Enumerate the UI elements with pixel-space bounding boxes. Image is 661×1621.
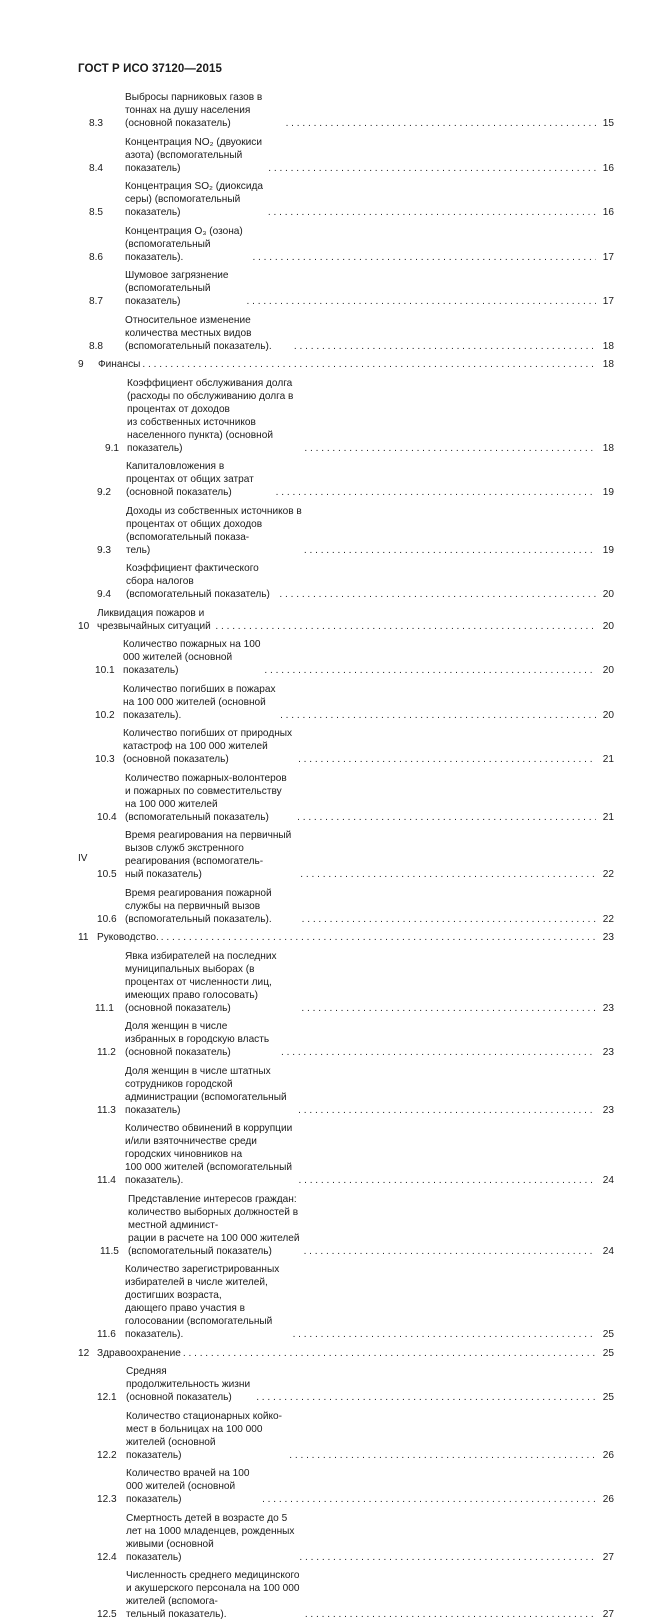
toc-entry-title: Концентрация SO₂ (диоксида серы) (вспомогательный показатель) bbox=[125, 181, 263, 218]
toc-entry-title: Ликвидация пожаров и чрезвычайных ситуаций bbox=[97, 607, 211, 632]
toc-entry[interactable] bbox=[78, 1512, 614, 1564]
toc-entry-title: Концентрация NO₂ (двуокиси азота) (вспомогательный показатель) bbox=[125, 136, 262, 174]
toc-entry-title: (вспомогательный показатель) bbox=[125, 811, 269, 823]
toc-entry-page: 23 bbox=[602, 1002, 614, 1014]
toc-entry[interactable] bbox=[78, 1365, 614, 1404]
toc-entry-title: Численность среднего медицинского и акушерского персонала на 100 000 жителей (вспомога- bbox=[126, 1570, 300, 1607]
toc-entry-page: 18 bbox=[602, 340, 614, 352]
toc-entry[interactable] bbox=[78, 358, 614, 371]
toc-entry-title: Смертность детей в возрасте до 5 лет на 1000 младенцев, рожденных живыми (основной bbox=[126, 1512, 295, 1550]
toc-entry-number: 10.3 bbox=[95, 754, 115, 765]
toc-entry[interactable] bbox=[78, 1065, 614, 1117]
toc-entry-page: 23 bbox=[602, 932, 614, 943]
toc-entry-page: 25 bbox=[602, 1347, 614, 1359]
toc-entry-title: Количество обвинений в коррупции и/или взяточничестве среди городских чиновников на bbox=[125, 1123, 293, 1160]
toc-entry-page: 24 bbox=[602, 1175, 614, 1186]
toc-entry-number: 12.5 bbox=[97, 1609, 117, 1620]
toc-entry-number: 8.3 bbox=[89, 118, 104, 129]
toc-entry[interactable] bbox=[78, 91, 614, 130]
toc-entry-number: 11.4 bbox=[97, 1175, 116, 1186]
toc-entry-title: Количество стационарных койко-мест в больницах на 100 000 жителей (основной bbox=[126, 1410, 282, 1448]
dot-leader bbox=[279, 588, 596, 601]
toc-entry-title: Шумовое загрязнение (вспомогательный показатель) bbox=[125, 270, 229, 307]
toc-entry-title: показатель) bbox=[125, 1104, 181, 1116]
page-number: IV bbox=[78, 853, 88, 864]
dot-leader bbox=[294, 340, 596, 353]
dot-leader bbox=[268, 162, 596, 175]
toc-entry-number: 11.1 bbox=[95, 1002, 114, 1014]
toc-entry[interactable] bbox=[78, 887, 614, 926]
dot-leader bbox=[247, 295, 597, 308]
toc-entry-title: из собственных источников населенного пункта) (основной показатель) bbox=[127, 416, 273, 454]
toc-entry-title: дающего право участия в голосовании (вспомогательный показатель). bbox=[125, 1303, 273, 1340]
dot-leader bbox=[142, 358, 596, 371]
toc-entry-title: Коэффициент обслуживания долга (расходы по обслуживанию долга в процентах от доходов bbox=[127, 377, 294, 415]
toc-entry[interactable] bbox=[78, 1020, 614, 1059]
toc-entry-number: 10.4 bbox=[97, 811, 117, 823]
dot-leader bbox=[304, 544, 596, 557]
toc-entry-title: ный показатель) bbox=[125, 869, 202, 880]
toc-entry-title: Доля женщин в числе избранных в городскую власть (основной показатель) bbox=[125, 1021, 270, 1058]
dot-leader bbox=[298, 1174, 596, 1187]
toc-entry-page: 16 bbox=[602, 162, 614, 174]
toc-entry-title: Доля женщин в числе штатных сотрудников городской администрации (вспомогательный bbox=[125, 1065, 287, 1103]
toc-entry-number: 9.4 bbox=[97, 589, 112, 600]
dot-leader bbox=[293, 1328, 596, 1341]
dot-leader bbox=[304, 442, 596, 455]
dot-leader bbox=[289, 1449, 596, 1462]
dot-leader bbox=[302, 913, 596, 926]
dot-leader bbox=[305, 1608, 596, 1621]
dot-leader bbox=[161, 931, 596, 944]
toc-entry-number: 10.5 bbox=[97, 869, 117, 880]
toc-entry[interactable] bbox=[78, 225, 614, 264]
toc-entry-page: 20 bbox=[602, 709, 614, 721]
toc-entry-title: Время реагирования на первичный вызов служб экстренного реагирования (вспомогатель- bbox=[125, 830, 292, 867]
toc-entry-title: Количество погибших от природных катастроф на 100 000 жителей (основной показатель) bbox=[123, 728, 293, 765]
toc-entry[interactable] bbox=[78, 377, 614, 455]
toc-entry-title: Концентрация O₃ (озона) (вспомогательный показатель). bbox=[125, 225, 243, 263]
toc-entry-page: 20 bbox=[602, 589, 614, 600]
toc-entry-page: 23 bbox=[602, 1047, 614, 1058]
dot-leader bbox=[298, 1104, 596, 1117]
toc-entry[interactable] bbox=[78, 136, 614, 175]
toc-entry-page: 20 bbox=[602, 620, 614, 632]
toc-entry[interactable] bbox=[78, 1467, 614, 1506]
toc-entry-page: 26 bbox=[602, 1449, 614, 1461]
toc-entry-title: Доходы из собственных источников в процентах от общих доходов (вспомогательный показа- bbox=[126, 505, 302, 543]
toc-entry-title: тельный показатель). bbox=[126, 1609, 227, 1620]
toc-entry-page: 19 bbox=[602, 487, 614, 498]
toc-entry-page: 18 bbox=[602, 442, 614, 454]
toc-entry-title: тель) bbox=[126, 544, 151, 556]
toc-entry[interactable] bbox=[78, 1263, 614, 1341]
toc-entry-page: 26 bbox=[602, 1494, 614, 1505]
toc-entry[interactable] bbox=[78, 1410, 614, 1462]
toc-entry[interactable] bbox=[78, 1569, 614, 1621]
toc-entry-number: 12 bbox=[78, 1347, 90, 1359]
table-of-contents bbox=[78, 91, 614, 1621]
toc-entry-number: 8.7 bbox=[89, 296, 104, 307]
toc-entry-number: 10.1 bbox=[95, 665, 115, 676]
toc-entry-number: 11.6 bbox=[97, 1329, 116, 1340]
toc-entry[interactable] bbox=[78, 269, 614, 308]
toc-entry-title: Представление интересов граждан: количество выборных должностей в местной админист- bbox=[128, 1193, 299, 1231]
toc-entry-number: 8.4 bbox=[89, 162, 104, 174]
toc-entry-number: 12.3 bbox=[97, 1494, 117, 1505]
toc-entry-page: 22 bbox=[602, 869, 614, 880]
toc-entry-title: Количество пожарных-волонтеров и пожарных по совместительству на 100 000 жителей bbox=[125, 772, 287, 810]
toc-entry-page: 21 bbox=[602, 811, 614, 823]
document-header: ГОСТ Р ИСО 37120—2015 bbox=[78, 63, 223, 75]
dot-leader bbox=[299, 1551, 596, 1564]
dot-leader bbox=[276, 486, 596, 499]
toc-entry-page: 25 bbox=[602, 1329, 614, 1340]
toc-entry-page: 27 bbox=[602, 1551, 614, 1563]
dot-leader bbox=[298, 753, 596, 766]
toc-entry-page: 22 bbox=[602, 913, 614, 925]
toc-entry-page: 15 bbox=[602, 118, 614, 129]
toc-entry-title: Средняя продолжительность жизни (основной показатель) bbox=[126, 1366, 251, 1403]
toc-entry-page: 25 bbox=[602, 1392, 614, 1403]
toc-entry[interactable] bbox=[78, 638, 614, 677]
toc-entry-number: 8.5 bbox=[89, 207, 104, 218]
toc-entry[interactable] bbox=[78, 505, 614, 557]
toc-entry[interactable] bbox=[78, 562, 614, 601]
toc-entry[interactable] bbox=[78, 314, 614, 353]
toc-entry-number: 10.6 bbox=[97, 913, 117, 925]
toc-entry[interactable] bbox=[78, 1193, 614, 1258]
toc-entry-title: Время реагирования пожарной службы на первичный вызов (вспомогательный показатель). bbox=[125, 887, 272, 925]
toc-entry[interactable] bbox=[78, 772, 614, 824]
dot-leader bbox=[301, 1002, 596, 1015]
dot-leader bbox=[256, 1391, 596, 1404]
toc-entry-title: 100 000 жителей (вспомогательный показатель). bbox=[125, 1162, 292, 1186]
toc-entry-number: 10 bbox=[78, 620, 90, 632]
dot-leader bbox=[300, 868, 596, 881]
toc-entry[interactable] bbox=[78, 950, 614, 1015]
toc-entry[interactable] bbox=[78, 683, 614, 722]
toc-entry-page: 21 bbox=[602, 754, 614, 765]
toc-entry[interactable] bbox=[78, 1347, 614, 1360]
toc-entry-title: Коэффициент фактического сбора налогов (вспомогательный показатель) bbox=[126, 563, 270, 600]
toc-entry-title: Количество пожарных на 100 000 жителей (основной показатель) bbox=[123, 639, 261, 676]
toc-entry[interactable] bbox=[78, 931, 614, 944]
dot-leader bbox=[252, 251, 596, 264]
toc-entry-title: Финансы bbox=[98, 359, 141, 370]
toc-entry[interactable] bbox=[78, 180, 614, 219]
toc-entry[interactable] bbox=[78, 460, 614, 499]
toc-entry-page: 18 bbox=[602, 359, 614, 370]
toc-entry-number: 10.2 bbox=[95, 709, 115, 721]
toc-entry-number: 9.1 bbox=[105, 442, 120, 454]
dot-leader bbox=[215, 620, 596, 633]
toc-entry-number: 12.2 bbox=[97, 1449, 117, 1461]
toc-entry-page: 16 bbox=[602, 207, 614, 218]
toc-entry-title: рации в расчете на 100 000 жителей (вспомогательный показатель) bbox=[128, 1232, 300, 1257]
toc-entry-title: Здравоохранение bbox=[97, 1347, 181, 1359]
toc-entry-number: 9 bbox=[78, 359, 84, 370]
toc-entry-title: Количество врачей на 100 000 жителей (основной показатель) bbox=[126, 1468, 250, 1505]
toc-entry-title: показатель) bbox=[126, 1449, 182, 1461]
toc-entry-page: 17 bbox=[602, 251, 614, 263]
toc-entry-page: 17 bbox=[602, 296, 614, 307]
dot-leader bbox=[286, 117, 596, 130]
toc-entry-title: Относительное изменение количества местных видов (вспомогательный показатель). bbox=[125, 314, 272, 352]
toc-entry-number: 11.5 bbox=[100, 1245, 119, 1257]
dot-leader bbox=[268, 206, 596, 219]
toc-entry-title: Выбросы парниковых газов в тоннах на душу населения (основной показатель) bbox=[125, 92, 263, 129]
toc-entry-number: 12.1 bbox=[97, 1392, 117, 1403]
toc-entry-number: 9.3 bbox=[97, 544, 112, 556]
toc-entry[interactable] bbox=[78, 607, 614, 633]
dot-leader bbox=[280, 709, 596, 722]
toc-entry[interactable] bbox=[78, 1122, 614, 1187]
toc-entry-title: Капиталовложения в процентах от общих затрат (основной показатель) bbox=[126, 461, 254, 498]
toc-entry-number: 12.4 bbox=[97, 1551, 117, 1563]
toc-entry-page: 27 bbox=[602, 1609, 614, 1620]
dot-leader bbox=[183, 1347, 596, 1360]
toc-entry-page: 19 bbox=[602, 544, 614, 556]
toc-entry-title: показатель) bbox=[126, 1551, 182, 1563]
toc-entry-number: 11 bbox=[78, 932, 89, 943]
toc-entry-title: имеющих право голосовать) (основной показатель) bbox=[125, 989, 259, 1014]
toc-entry-number: 9.2 bbox=[97, 487, 112, 498]
dot-leader bbox=[304, 1245, 596, 1258]
toc-entry-page: 23 bbox=[602, 1104, 614, 1116]
toc-entry[interactable] bbox=[78, 727, 614, 766]
toc-entry-page: 20 bbox=[602, 665, 614, 676]
dot-leader bbox=[262, 1493, 596, 1506]
dot-leader bbox=[264, 664, 596, 677]
toc-entry-title: Явка избирателей на последних муниципальных выборах (в процентах от численности лиц, bbox=[125, 950, 277, 988]
toc-entry-number: 11.2 bbox=[97, 1047, 116, 1058]
dot-leader bbox=[297, 811, 596, 824]
toc-entry-title: Руководство. bbox=[97, 932, 159, 943]
toc-entry-number: 8.8 bbox=[89, 340, 104, 352]
toc-entry-number: 8.6 bbox=[89, 251, 104, 263]
dot-leader bbox=[281, 1046, 596, 1059]
toc-entry-title: Количество погибших в пожарах на 100 000 жителей (основной показатель). bbox=[123, 683, 276, 721]
toc-entry[interactable] bbox=[78, 829, 614, 881]
toc-entry-number: 11.3 bbox=[97, 1104, 116, 1116]
toc-entry-page: 24 bbox=[602, 1245, 614, 1257]
toc-entry-title: Количество зарегистрированных избирателей в числе жителей, достигших возраста, bbox=[125, 1264, 280, 1301]
